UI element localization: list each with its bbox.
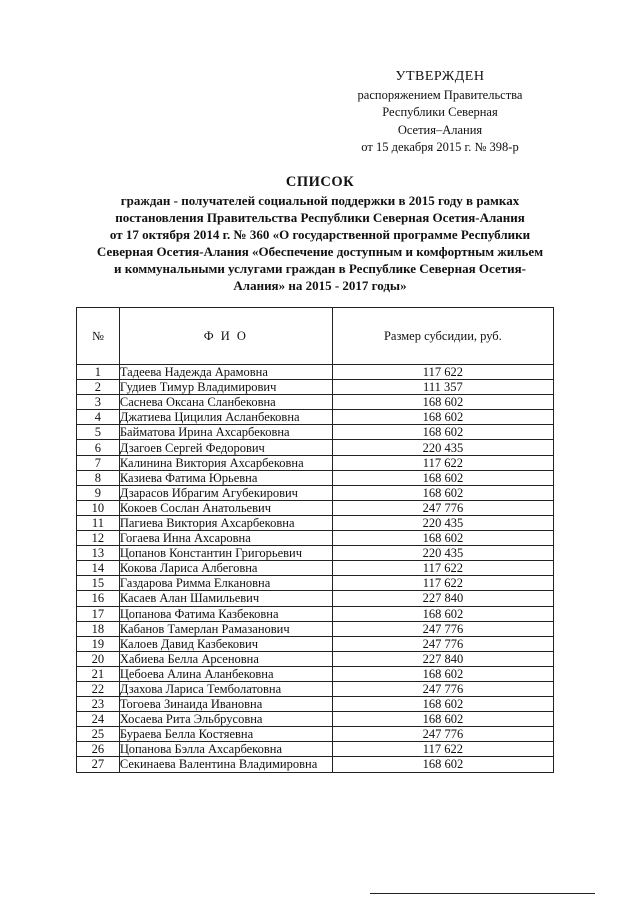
- table-row: [77, 561, 554, 576]
- row-full-name: Тогоева Зинаида Ивановна: [119, 697, 332, 712]
- title-line: от 17 октября 2014 г. № 360 «О государственной программе Республики: [109, 227, 531, 242]
- title-line: и коммунальными услугами граждан в Республике Северная Осетия-: [114, 261, 526, 276]
- row-full-name: Цопанова Бэлла Ахсарбековна: [119, 742, 332, 757]
- approval-line: распоряжением Правительства: [357, 87, 523, 102]
- row-subsidy-amount: 168 602: [332, 470, 553, 485]
- row-full-name: Цопанова Фатима Казбековна: [119, 606, 332, 621]
- row-number: 23: [77, 697, 120, 712]
- table-row: [77, 395, 554, 410]
- title-line: Северная Осетия-Алания «Обеспечение доступным и комфортным жильем: [96, 244, 544, 259]
- table-row: [77, 380, 554, 395]
- row-subsidy-amount: 117 622: [332, 561, 553, 576]
- row-subsidy-amount: 168 602: [332, 531, 553, 546]
- row-number: 17: [77, 606, 120, 621]
- approval-line: Республики Северная: [382, 105, 498, 119]
- title-line: Алания» на 2015 - 2017 годы»: [233, 278, 407, 293]
- table-row: [77, 470, 554, 485]
- row-full-name: Дзагоев Сергей Федорович: [119, 440, 332, 455]
- row-number: 27: [77, 757, 120, 772]
- row-subsidy-amount: 111 357: [332, 380, 553, 395]
- row-full-name: Хабиева Белла Арсеновна: [119, 651, 332, 666]
- row-number: 22: [77, 681, 120, 696]
- row-subsidy-amount: 168 602: [332, 606, 553, 621]
- row-subsidy-amount: 168 602: [332, 757, 553, 772]
- approval-block: [340, 68, 540, 157]
- table-row: [77, 757, 554, 772]
- row-subsidy-amount: 220 435: [332, 515, 553, 530]
- row-full-name: Казиева Фатима Юрьевна: [119, 470, 332, 485]
- row-subsidy-amount: 168 602: [332, 425, 553, 440]
- row-number: 20: [77, 651, 120, 666]
- row-full-name: Дзарасов Ибрагим Агубекирович: [119, 485, 332, 500]
- row-subsidy-amount: 168 602: [332, 712, 553, 727]
- table-row: [77, 500, 554, 515]
- approval-heading: УТВЕРЖДЕН: [395, 69, 485, 84]
- row-subsidy-amount: 247 776: [332, 500, 553, 515]
- row-subsidy-amount: 247 776: [332, 621, 553, 636]
- row-number: 1: [77, 365, 120, 380]
- row-number: 11: [77, 515, 120, 530]
- table-body: [77, 365, 554, 773]
- row-full-name: Гудиев Тимур Владимирович: [119, 380, 332, 395]
- row-number: 10: [77, 500, 120, 515]
- row-full-name: Газдарова Римма Елкановна: [119, 576, 332, 591]
- row-number: 5: [77, 425, 120, 440]
- recipients-table: [76, 307, 554, 773]
- row-number: 13: [77, 546, 120, 561]
- table-row: [77, 727, 554, 742]
- row-number: 9: [77, 485, 120, 500]
- row-subsidy-amount: 168 602: [332, 697, 553, 712]
- row-full-name: Джатиева Цицилия Асланбековна: [119, 410, 332, 425]
- row-subsidy-amount: 168 602: [332, 485, 553, 500]
- row-subsidy-amount: 168 602: [332, 666, 553, 681]
- row-number: 12: [77, 531, 120, 546]
- document-title: [70, 174, 570, 294]
- header-full-name: Ф И О: [119, 308, 332, 365]
- row-subsidy-amount: 117 622: [332, 365, 553, 380]
- row-subsidy-amount: 247 776: [332, 727, 553, 742]
- row-subsidy-amount: 227 840: [332, 591, 553, 606]
- row-full-name: Секинаева Валентина Владимировна: [119, 757, 332, 772]
- table-row: [77, 591, 554, 606]
- table-row: [77, 742, 554, 757]
- row-full-name: Кокоев Сослан Анатольевич: [119, 500, 332, 515]
- row-subsidy-amount: 117 622: [332, 576, 553, 591]
- row-subsidy-amount: 247 776: [332, 636, 553, 651]
- row-full-name: Цопанов Константин Григорьевич: [119, 546, 332, 561]
- row-full-name: Дзахова Лариса Темболатовна: [119, 681, 332, 696]
- row-subsidy-amount: 117 622: [332, 742, 553, 757]
- table-row: [77, 712, 554, 727]
- row-full-name: Байматова Ирина Ахсарбековна: [119, 425, 332, 440]
- table-row: [77, 440, 554, 455]
- row-subsidy-amount: 168 602: [332, 410, 553, 425]
- row-full-name: Гогаева Инна Ахсаровна: [119, 531, 332, 546]
- table-row: [77, 576, 554, 591]
- row-subsidy-amount: 247 776: [332, 681, 553, 696]
- row-number: 2: [77, 380, 120, 395]
- table-row: [77, 410, 554, 425]
- table-row: [77, 681, 554, 696]
- table-row: [77, 425, 554, 440]
- table-row: [77, 531, 554, 546]
- row-number: 25: [77, 727, 120, 742]
- title-main: СПИСОК: [285, 174, 355, 190]
- row-full-name: Кабанов Тамерлан Рамазанович: [119, 621, 332, 636]
- row-full-name: Калоев Давид Казбекович: [119, 636, 332, 651]
- table-row: [77, 606, 554, 621]
- row-subsidy-amount: 220 435: [332, 546, 553, 561]
- table-row: [77, 546, 554, 561]
- table-row: [77, 485, 554, 500]
- row-subsidy-amount: 227 840: [332, 651, 553, 666]
- row-full-name: Цебоева Алина Аланбековна: [119, 666, 332, 681]
- row-number: 18: [77, 621, 120, 636]
- table-row: [77, 515, 554, 530]
- table-row: [77, 697, 554, 712]
- row-full-name: Касаев Алан Шамильевич: [119, 591, 332, 606]
- table-row: [77, 666, 554, 681]
- row-number: 16: [77, 591, 120, 606]
- approval-line: Осетия–Алания: [397, 122, 483, 137]
- table-row: [77, 621, 554, 636]
- title-line: постановления Правительства Республики Северная Осетия-Алания: [115, 210, 525, 225]
- title-line: граждан - получателей социальной поддержки в 2015 году в рамках: [120, 193, 520, 208]
- row-number: 26: [77, 742, 120, 757]
- header-number: №: [77, 308, 120, 365]
- row-number: 7: [77, 455, 120, 470]
- row-full-name: Калинина Виктория Ахсарбековна: [119, 455, 332, 470]
- row-number: 15: [77, 576, 120, 591]
- approval-date: от 15 декабря 2015 г. № 398-р: [361, 140, 519, 154]
- row-full-name: Бураева Белла Костяевна: [119, 727, 332, 742]
- row-number: 6: [77, 440, 120, 455]
- row-full-name: Тадеева Надежда Арамовна: [119, 365, 332, 380]
- row-subsidy-amount: 220 435: [332, 440, 553, 455]
- row-full-name: Хосаева Рита Эльбрусовна: [119, 712, 332, 727]
- table-row: [77, 455, 554, 470]
- row-full-name: Кокова Лариса Албеговна: [119, 561, 332, 576]
- row-number: 4: [77, 410, 120, 425]
- table-row: [77, 651, 554, 666]
- row-number: 21: [77, 666, 120, 681]
- row-number: 24: [77, 712, 120, 727]
- table-header-row: [77, 308, 554, 365]
- row-number: 8: [77, 470, 120, 485]
- header-subsidy-amount: Размер субсидии, руб.: [332, 308, 553, 365]
- row-subsidy-amount: 168 602: [332, 395, 553, 410]
- row-number: 3: [77, 395, 120, 410]
- row-number: 19: [77, 636, 120, 651]
- row-number: 14: [77, 561, 120, 576]
- table-row: [77, 636, 554, 651]
- row-subsidy-amount: 117 622: [332, 455, 553, 470]
- table-row: [77, 365, 554, 380]
- signature-line: [370, 893, 595, 894]
- row-full-name: Саснева Оксана Сланбековна: [119, 395, 332, 410]
- row-full-name: Пагиева Виктория Ахсарбековна: [119, 515, 332, 530]
